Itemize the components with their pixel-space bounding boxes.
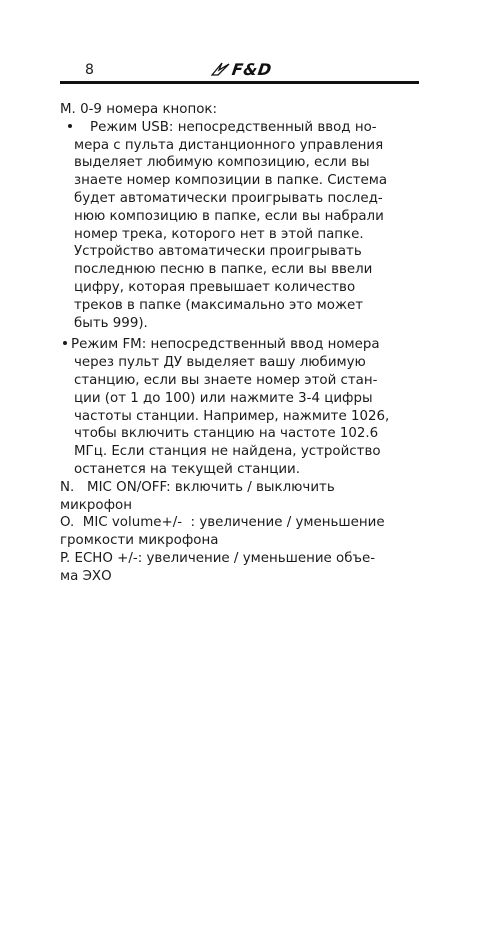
usb-mode-line: будет автоматически проигрывать послед- <box>74 190 383 206</box>
usb-mode-line: знаете номер композиции в папке. Система <box>74 173 388 189</box>
usb-mode-line: треков в папке (максимально это может <box>74 297 364 313</box>
section-p-line: ма ЭХО <box>60 568 112 584</box>
fm-mode-line: чтобы включить станцию на частоте 102.6 <box>74 426 379 442</box>
usb-mode-line: выделяет любимую композицию, если вы <box>74 155 370 171</box>
section-p-line: P. ECHO +/-: увеличение / уменьшение объе- <box>60 550 376 566</box>
section-o-line: громкости микрофона <box>60 533 219 549</box>
fm-mode-bullet <box>60 336 422 478</box>
fm-mode-text: Режим FM: непосредственный ввод номера <box>71 337 380 353</box>
fm-mode-line: станцию, если вы знаете номер этой стан- <box>74 372 378 388</box>
usb-mode-line: номер трека, которого нет в этой папке. <box>74 226 364 242</box>
page-number: 8 <box>85 62 94 78</box>
page-content <box>60 101 422 586</box>
brand-logo <box>211 58 281 80</box>
usb-mode-line <box>60 119 422 137</box>
section-m-title: M. 0-9 номера кнопок: <box>60 102 218 117</box>
fm-mode-line <box>60 336 422 354</box>
header-rule <box>60 81 419 84</box>
usb-mode-text: Режим USB: непосредственный ввод но- <box>90 119 377 135</box>
usb-mode-line: цифру, которая превышает количество <box>74 279 356 295</box>
section-n-line: N. MIC ON/OFF: включить / выключить <box>60 479 335 495</box>
logo-text: F&D <box>230 59 274 79</box>
logo-swoosh-icon <box>211 61 231 77</box>
usb-mode-bullet <box>60 119 422 333</box>
usb-mode-line: мера с пульта дистанционного управления <box>74 137 384 153</box>
usb-mode-line: нюю композицию в папке, если вы набрали <box>74 208 384 224</box>
usb-mode-line: Устройство автоматически проигрывать <box>74 244 362 260</box>
section-n-line: микрофон <box>60 497 132 513</box>
bullet-icon <box>68 124 72 128</box>
bullet-icon <box>63 341 67 345</box>
fm-mode-line: ции (от 1 до 100) или нажмите 3-4 цифры <box>74 390 373 406</box>
fm-mode-line: останется на текущей станции. <box>74 461 301 477</box>
fm-mode-line: частоты станции. Например, нажмите 1026, <box>74 408 390 424</box>
fm-mode-line: через пульт ДУ выделяет вашу любимую <box>74 355 366 371</box>
section-o-line: O. MIC volume+/- : увеличение / уменьшение <box>60 515 385 531</box>
usb-mode-line: быть 999). <box>74 315 148 331</box>
fm-mode-line: МГц. Если станция не найдена, устройство <box>74 444 381 460</box>
usb-mode-line: последнюю песню в папке, если вы ввели <box>74 262 373 278</box>
